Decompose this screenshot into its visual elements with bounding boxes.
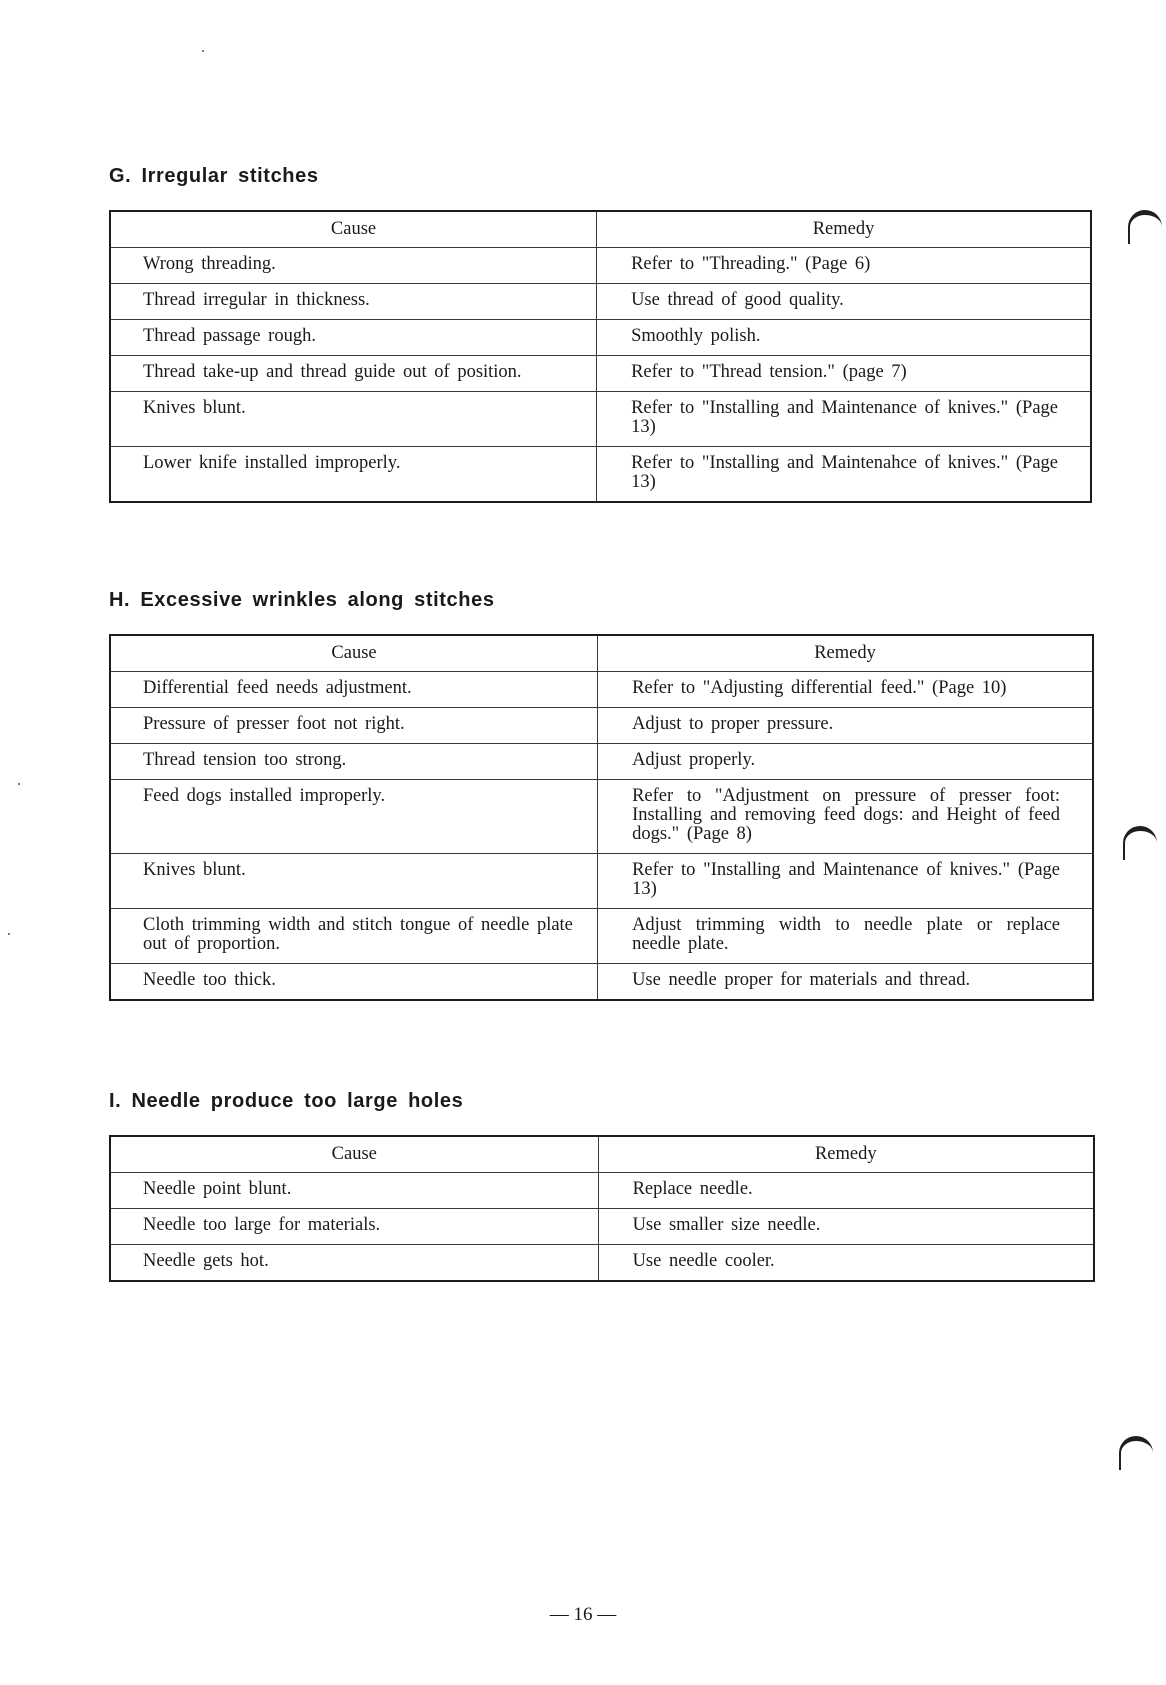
cause-cell: Needle too large for materials. <box>110 1209 598 1245</box>
remedy-cell: Refer to "Installing and Maintenance of knives." (Page 13) <box>598 854 1093 909</box>
cause-cell: Needle too thick. <box>143 970 276 990</box>
binder-ring-mark <box>1128 210 1162 244</box>
cause-cell: Pressure of presser foot not right. <box>110 708 598 744</box>
remedy-column-header: Remedy <box>598 635 1093 672</box>
cause-cell: Cloth trimming width and stitch tongue of needle plate out of proportion. <box>110 909 598 964</box>
remedy-column-header: Remedy <box>597 211 1091 248</box>
table-row <box>110 447 1091 503</box>
remedy-cell: Refer to "Adjustment on pressure of presser foot: Installing and removing feed dogs: and Height of feed dogs." (Page 8) <box>598 780 1093 854</box>
remedy-cell: Adjust to proper pressure. <box>598 708 1093 744</box>
cause-cell: Needle gets hot. <box>143 1251 269 1271</box>
cause-column-header: Cause <box>110 211 597 248</box>
cause-cell: Lower knife installed improperly. <box>143 453 401 473</box>
cause-cell: Thread tension too strong. <box>110 744 598 780</box>
binder-ring-mark <box>1123 826 1157 860</box>
cause-cell: Differential feed needs adjustment. <box>110 672 598 708</box>
table-row <box>110 964 1093 1001</box>
page-number: — 16 — <box>549 1604 617 1625</box>
remedy-cell: Use needle proper for materials and thread. <box>598 964 1093 1001</box>
table-row <box>110 854 1093 909</box>
scan-speck <box>202 50 204 52</box>
needle-holes-table <box>109 1135 1095 1282</box>
remedy-cell: Use needle cooler. <box>598 1245 1094 1282</box>
remedy-cell: Replace needle. <box>598 1173 1094 1209</box>
table-row <box>110 356 1091 392</box>
remedy-cell: Adjust trimming width to needle plate or replace needle plate. <box>598 909 1093 964</box>
remedy-cell: Refer to "Installing and Maintenance of knives." (Page 13) <box>597 392 1091 447</box>
section-g-title: G. Irregular stitches <box>109 165 319 187</box>
remedy-cell: Smoothly polish. <box>597 320 1091 356</box>
remedy-cell: Use thread of good quality. <box>597 284 1091 320</box>
table-row <box>110 672 1093 708</box>
table-header-row <box>110 635 1093 672</box>
table-row <box>110 284 1091 320</box>
cause-column-header: Cause <box>110 1136 598 1173</box>
table-row <box>110 1245 1094 1282</box>
cause-column-header: Cause <box>110 635 598 672</box>
table-row <box>110 909 1093 964</box>
remedy-cell: Adjust properly. <box>598 744 1093 780</box>
section-h-title: H. Excessive wrinkles along stitches <box>109 589 495 611</box>
table-row <box>110 708 1093 744</box>
remedy-cell: Refer to "Installing and Maintenahce of knives." (Page 13) <box>597 447 1091 503</box>
table-row <box>110 1173 1094 1209</box>
cause-cell: Knives blunt. <box>110 854 598 909</box>
table-header-row <box>110 211 1091 248</box>
cause-cell: Needle point blunt. <box>110 1173 598 1209</box>
table-row <box>110 392 1091 447</box>
cause-cell: Thread take-up and thread guide out of position. <box>110 356 597 392</box>
remedy-cell: Refer to "Threading." (Page 6) <box>597 248 1091 284</box>
table-row <box>110 248 1091 284</box>
cause-cell: Wrong threading. <box>110 248 597 284</box>
remedy-cell: Refer to "Thread tension." (page 7) <box>597 356 1091 392</box>
scan-speck <box>18 783 20 785</box>
remedy-column-header: Remedy <box>598 1136 1094 1173</box>
remedy-cell: Use smaller size needle. <box>598 1209 1094 1245</box>
irregular-stitches-table <box>109 210 1092 503</box>
cause-cell: Knives blunt. <box>110 392 597 447</box>
table-row <box>110 780 1093 854</box>
table-row <box>110 320 1091 356</box>
table-row <box>110 1209 1094 1245</box>
scan-speck <box>8 933 10 935</box>
table-header-row <box>110 1136 1094 1173</box>
cause-cell: Thread passage rough. <box>110 320 597 356</box>
binder-ring-mark <box>1119 1436 1153 1470</box>
cause-cell: Feed dogs installed improperly. <box>110 780 598 854</box>
table-row <box>110 744 1093 780</box>
section-i-title: I. Needle produce too large holes <box>109 1090 464 1112</box>
cause-cell: Thread irregular in thickness. <box>110 284 597 320</box>
excessive-wrinkles-table <box>109 634 1094 1001</box>
remedy-cell: Refer to "Adjusting differential feed." (Page 10) <box>598 672 1093 708</box>
